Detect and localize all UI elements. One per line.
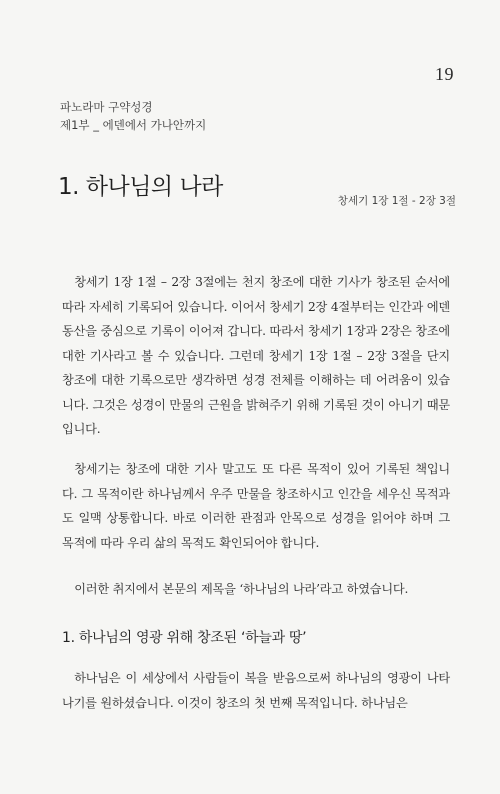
section-paragraph: 하나님은 이 세상에서 사람들이 복을 받음으로써 하나님의 영광이 나타나기를 원하셨습니다. 이것이 창조의 첫 번째 목적입니다. 하나님은	[62, 671, 450, 710]
book-title: 파노라마 구약성경	[60, 100, 153, 114]
running-head	[60, 98, 206, 134]
section-heading: 1. 하나님의 영광 위해 창조된 ‘하늘과 땅’	[62, 630, 307, 646]
body-paragraph: 창세기 1장 1절 – 2장 3절에는 천지 창조에 대한 기사가 창조된 순서에 따라 자세히 기록되어 있습니다. 이어서 창세기 2장 4절부터는 인간과 에덴동산을 중심으로 기록이 이어져 갑니다. 따라서 창세기 1장과 2장은 창조에 대한 기사라고 볼 수 있습니다. 그런데 창세기 1장 1절 – 2장 3절을 단지 창조에 대한 기록으로만 생각하면 성경 전체를 이해하는 데 어려움이 있습니다. 그것은 성경이 만물의 근원을 밝혀주기 위해 기록된 것이 아니기 때문입니다.	[62, 275, 450, 436]
page-number: 19	[435, 64, 454, 84]
body-paragraph: 이러한 취지에서 본문의 제목을 ‘하나님의 나라’라고 하였습니다.	[74, 582, 409, 596]
chapter-title: 1. 하나님의 나라	[58, 174, 223, 200]
scripture-reference: 창세기 1장 1절 - 2장 3절	[337, 195, 456, 207]
part-title: 제1부 _ 에덴에서 가나안까지	[60, 118, 207, 132]
body-paragraph: 창세기는 창조에 대한 기사 말고도 또 다른 목적이 있어 기록된 책입니다. 그 목적이란 하나님께서 우주 만물을 창조하시고 인간을 세우신 목적과도 일맥 상통합니다. 바로 이러한 관점과 안목으로 성경을 읽어야 하며 그 목적에 따라 우리 삶의 목적도 확인되어야 합니다.	[62, 462, 450, 550]
